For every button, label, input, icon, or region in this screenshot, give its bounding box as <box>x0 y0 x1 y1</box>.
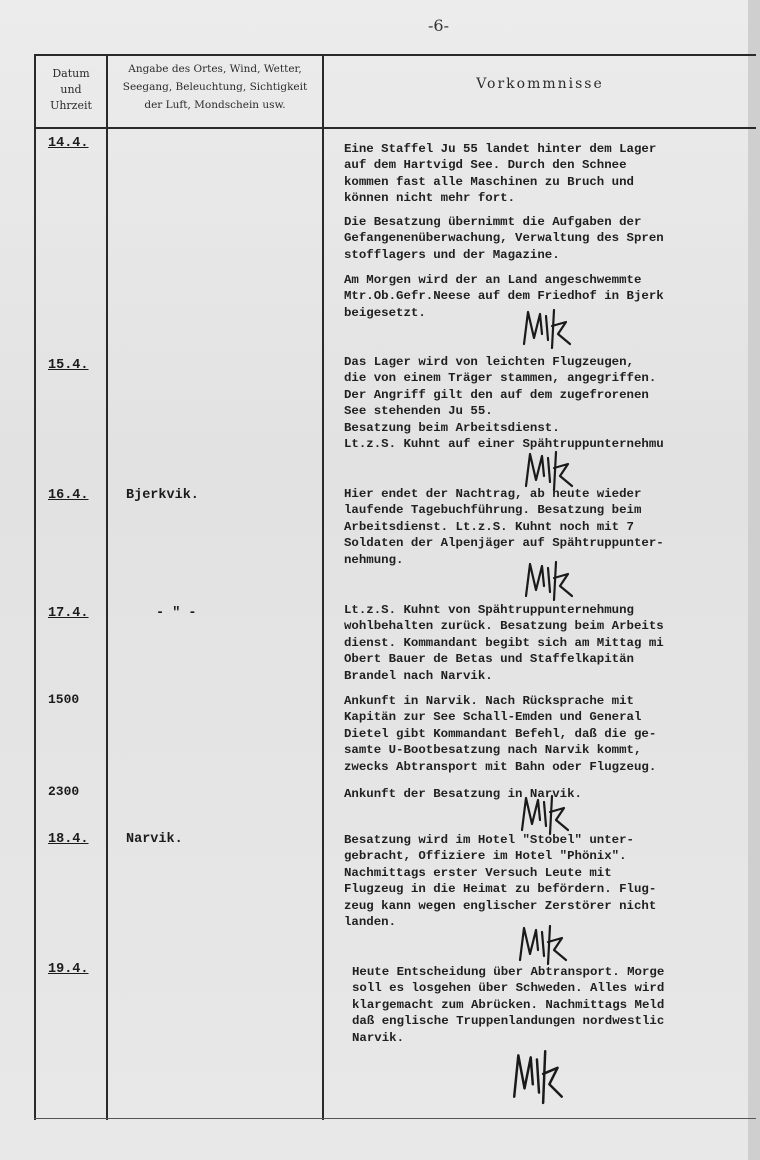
entry-place: Narvik. <box>126 832 183 847</box>
header-datum-line: Datum <box>52 67 90 80</box>
entry-place: Bjerkvik. <box>126 488 199 503</box>
header-vorkommnisse: Vorkommnisse <box>476 76 604 92</box>
page-number: -6- <box>428 16 449 35</box>
entry-text: Heute Entscheidung über Abtransport. Morge soll es losgehen über Schweden. Alles wird klargemacht zum Abrücken. Nachmittags Meld daß englische Truppenlandungen nordwestlic Narvik. <box>352 965 665 1045</box>
signature-mark <box>508 1044 570 1108</box>
entry-text: Hier endet der Nachtrag, ab heute wieder laufende Tagebuchführung. Besatzung beim Arbeitsdienst. Lt.z.S. Kuhnt noch mit 7 Soldaten der Alpenjäger auf Spähtruppunter- nehmung. <box>344 487 664 567</box>
table-left-rule <box>34 54 36 1120</box>
signature-mark <box>518 304 578 352</box>
table-top-rule <box>34 54 756 56</box>
column-divider-date <box>106 54 108 1120</box>
entry-text: Ankunft in Narvik. Nach Rücksprache mit Kapitän zur See Schall-Emden und General Dietel gibt Kommandant Befehl, daß die ge- samte U-Bootbesatzung nach Narvik kommt, zwecks Abtransport mit Bahn oder Flugzeug. <box>344 694 657 774</box>
entry-date: 17.4. <box>48 606 89 621</box>
entry-date: 19.4. <box>48 962 89 977</box>
entry-date: 14.4. <box>48 136 89 151</box>
entry-date: 16.4. <box>48 488 89 503</box>
entry-text: Eine Staffel Ju 55 landet hinter dem Lager auf dem Hartvigd See. Durch den Schnee kommen fast alle Maschinen zu Bruch und können nicht mehr fort. <box>344 142 657 206</box>
table-bottom-rule <box>34 1118 756 1119</box>
signature-mark <box>520 446 580 494</box>
entry-text: Lt.z.S. Kuhnt von Spähtruppunternehmung wohlbehalten zurück. Besatzung beim Arbeits dienst. Kommandant begibt sich am Mittag mi Obert Bauer de Betas und Staffelkapitän Brandel nach Narvik. <box>344 603 664 683</box>
entry-text: Die Besatzung übernimmt die Aufgaben der Gefangenenüberwachung, Verwaltung des Spren stofflagers und der Magazine. <box>344 215 664 262</box>
header-datum-line: und <box>60 83 82 96</box>
header-ort-line: Seegang, Beleuchtung, Sichtigkeit <box>122 81 308 93</box>
header-datum <box>36 66 106 114</box>
entry-place: - " - <box>156 606 197 621</box>
signature-mark <box>520 556 580 604</box>
column-divider-place <box>322 54 324 1120</box>
entry-time: 2300 <box>48 784 80 799</box>
entry-date: 15.4. <box>48 358 89 373</box>
header-ort-line: der Luft, Mondschein usw. <box>144 99 286 111</box>
signature-mark <box>516 790 576 838</box>
header-datum-line: Uhrzeit <box>50 99 92 112</box>
entry-text: Das Lager wird von leichten Flugzeugen, die von einem Träger stammen, angegriffen. Der Angriff gilt den auf dem zugefrorenen See stehenden Ju 55. Besatzung beim Arbeitsdienst. Lt.z.S. Kuhnt auf einer Spähtruppunternehmu <box>344 355 664 452</box>
signature-mark <box>514 920 574 968</box>
entry-time: 1500 <box>48 692 80 707</box>
header-bottom-rule <box>34 127 756 129</box>
header-ort-line: Angabe des Ortes, Wind, Wetter, <box>128 63 302 75</box>
entry-text: Am Morgen wird der an Land angeschwemmte Mtr.Ob.Gefr.Neese auf dem Friedhof in Bjerk beigesetzt. <box>344 273 664 320</box>
header-ort <box>108 60 322 114</box>
entry-date: 18.4. <box>48 832 89 847</box>
entry-text: Ankunft der Besatzung in Narvik. <box>344 787 582 801</box>
entry-text: Besatzung wird im Hotel "Stobel" unter- gebracht, Offiziere im Hotel "Phönix". Nachmittags erster Versuch Leute mit Flugzeug in die Heimat zu befördern. Flug- zeug kann wegen englischer Zerstörer nicht landen. <box>344 833 657 930</box>
